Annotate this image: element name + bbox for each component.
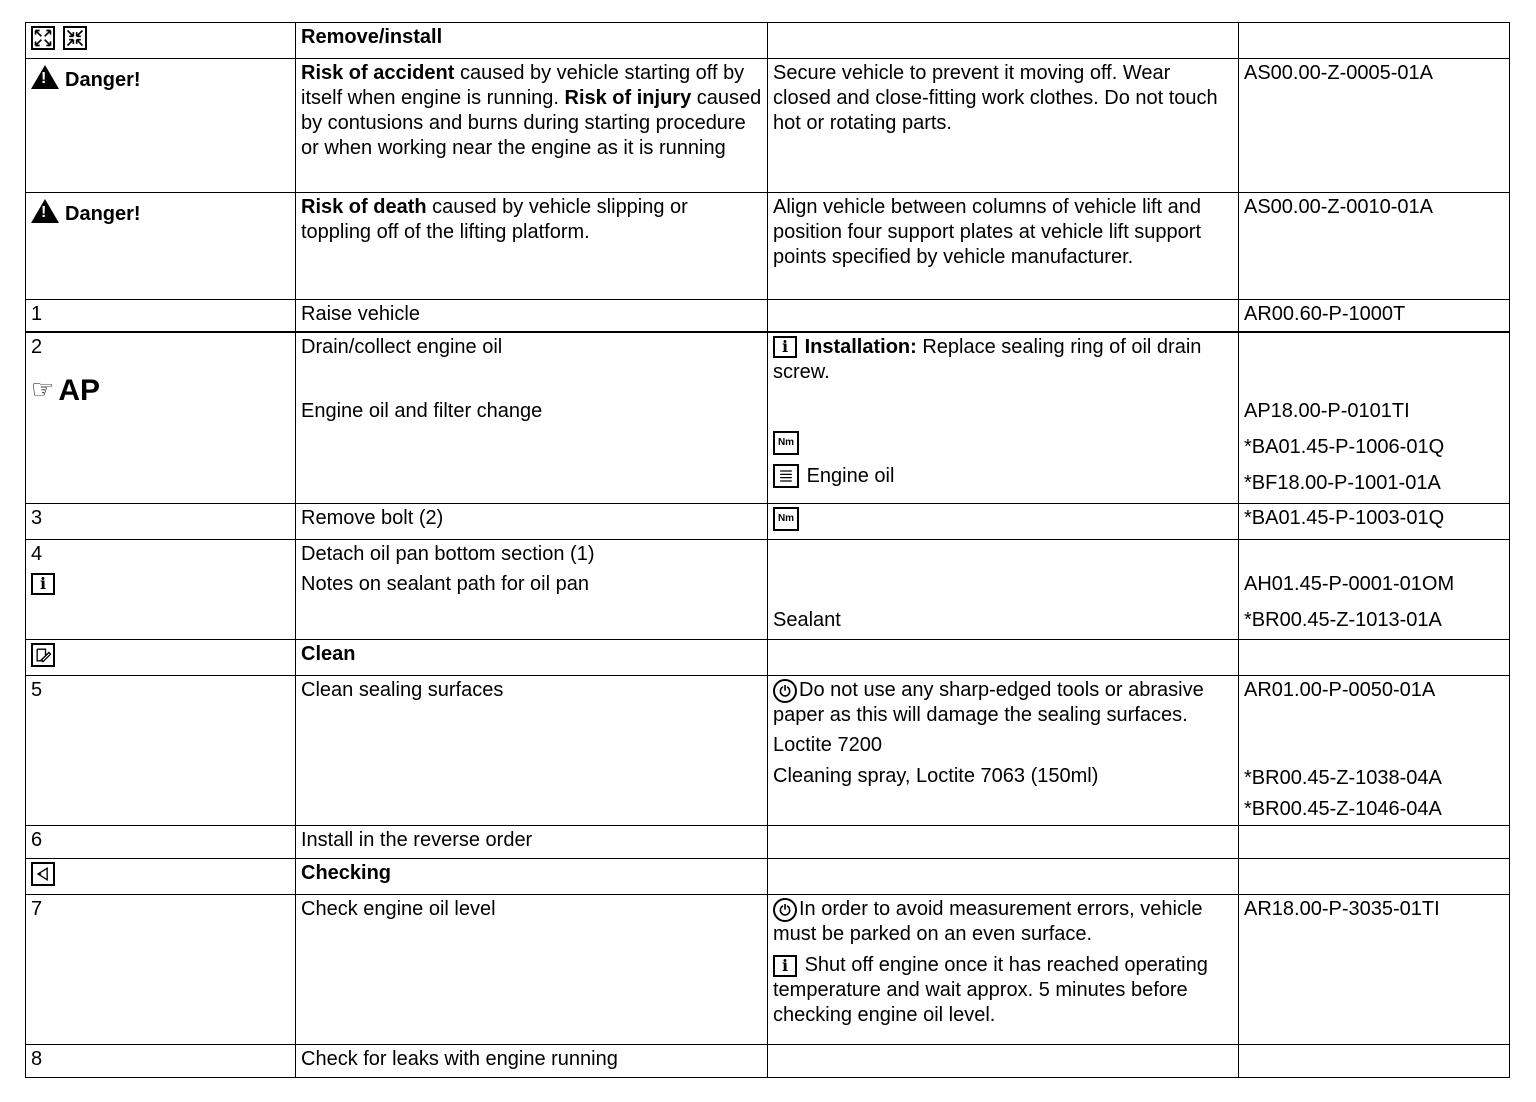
step-text: Raise vehicle — [296, 300, 768, 332]
step-text: Detach oil pan bottom section (1) — [301, 543, 595, 565]
risk-text: caused by contusions and burns during starting procedure or when working near the engine as it is running — [301, 87, 762, 159]
clean-icon — [31, 643, 55, 667]
reference-link[interactable]: AH01.45-P-0001-01OM — [1244, 573, 1455, 595]
step-link[interactable]: Notes on sealant path for oil pan — [301, 573, 589, 595]
pointing-hand-icon: ☞ — [31, 373, 55, 404]
risk-text: caused by vehicle slipping or toppling off of the lifting platform. — [301, 196, 688, 243]
info-text: Shut off engine once it has reached operating temperature and wait approx. 5 minutes before checking engine oil level. — [773, 954, 1208, 1026]
reference-link[interactable]: *BR00.45-Z-1038-04A — [1244, 767, 1442, 789]
info-icon: i — [773, 336, 797, 358]
step-number: 3 — [26, 504, 296, 540]
torque-icon: Nm — [773, 507, 799, 531]
info-icon: i — [773, 955, 797, 977]
reference-link[interactable]: AR00.60-P-1000T — [1239, 300, 1510, 332]
warning-triangle-icon — [31, 65, 59, 89]
reference-link[interactable]: *BA01.45-P-1006-01Q — [1244, 435, 1445, 458]
note-icon: ⏻ — [773, 679, 797, 703]
step-text: Check engine oil level — [296, 895, 768, 1045]
remedy-text: Align vehicle between columns of vehicle lift and position four support plates at vehicle lift support points specified by vehicle manufacturer. — [768, 193, 1239, 300]
risk-title: Risk of accident — [301, 62, 455, 84]
step-text: Clean sealing surfaces — [296, 676, 768, 826]
note-text: In order to avoid measurement errors, vehicle must be parked on an even surface. — [773, 898, 1203, 945]
table-row — [26, 895, 1510, 1045]
step-text: Check for leaks with engine running — [296, 1045, 768, 1078]
table-row — [26, 193, 1510, 300]
table-row — [26, 540, 1510, 640]
step-number: 4 — [31, 543, 43, 565]
table-row — [26, 859, 1510, 895]
risk-text: caused by vehicle starting off by itself when engine is running. — [301, 62, 745, 109]
table-row — [26, 59, 1510, 193]
risk-title: Risk of death — [301, 196, 427, 218]
table-row — [26, 640, 1510, 676]
reference-link[interactable]: AR01.00-P-0050-01A — [1244, 679, 1436, 701]
procedure-table — [25, 22, 1510, 1078]
warning-triangle-icon — [31, 199, 59, 223]
sealant-label: Sealant — [773, 609, 841, 631]
step-number: 2 — [31, 335, 43, 358]
oil-label: Engine oil — [806, 464, 895, 487]
section-title: Clean — [296, 640, 768, 676]
step-number: 5 — [26, 676, 296, 826]
torque-icon: Nm — [773, 431, 799, 455]
reference-link[interactable]: AS00.00-Z-0005-01A — [1239, 59, 1510, 193]
section-title: Checking — [296, 859, 768, 895]
installation-text: Replace sealing ring of oil drain screw. — [773, 335, 1202, 383]
reference-link[interactable]: AR18.00-P-3035-01TI — [1239, 895, 1510, 1045]
table-row — [26, 504, 1510, 540]
installation-label: Installation: — [804, 335, 917, 358]
reference-link[interactable]: AP18.00-P-0101TI — [1244, 399, 1410, 422]
table-row — [26, 676, 1510, 826]
material-text: Cleaning spray, Loctite 7063 (150ml) — [773, 765, 1099, 787]
danger-label: Danger! — [65, 69, 141, 91]
step-number: 1 — [26, 300, 296, 332]
reference-link[interactable]: *BF18.00-P-1001-01A — [1244, 471, 1441, 494]
expand-icon — [31, 26, 55, 50]
oil-can-icon — [773, 464, 799, 488]
step-number: 6 — [26, 826, 296, 859]
reference-link[interactable]: AS00.00-Z-0010-01A — [1239, 193, 1510, 300]
checking-icon — [31, 862, 55, 886]
table-row — [26, 332, 1510, 504]
step-link[interactable]: Engine oil and filter change — [301, 399, 543, 422]
collapse-icon — [63, 26, 87, 50]
material-text: Loctite 7200 — [773, 734, 882, 756]
table-row — [26, 1045, 1510, 1078]
reference-link[interactable]: *BR00.45-Z-1013-01A — [1244, 609, 1442, 631]
note-text: Do not use any sharp-edged tools or abrasive paper as this will damage the sealing surfaces. — [773, 679, 1204, 726]
table-row — [26, 300, 1510, 332]
risk-title: Risk of injury — [564, 87, 692, 109]
reference-link[interactable]: *BR00.45-Z-1046-04A — [1244, 798, 1442, 820]
step-text: Install in the reverse order — [296, 826, 768, 859]
table-row — [26, 23, 1510, 59]
ap-label: AP — [58, 373, 100, 407]
note-icon: ⏻ — [773, 898, 797, 922]
table-row — [26, 826, 1510, 859]
step-number: 8 — [26, 1045, 296, 1078]
info-icon: i — [31, 573, 55, 595]
step-number: 7 — [26, 895, 296, 1045]
step-text: Remove bolt (2) — [296, 504, 768, 540]
danger-label: Danger! — [65, 203, 141, 225]
remedy-text: Secure vehicle to prevent it moving off. Wear closed and close-fitting work clothes. Do not touch hot or rotating parts. — [768, 59, 1239, 193]
step-text: Drain/collect engine oil — [301, 335, 503, 358]
section-title: Remove/install — [296, 23, 768, 59]
reference-link[interactable]: *BA01.45-P-1003-01Q — [1239, 504, 1510, 540]
